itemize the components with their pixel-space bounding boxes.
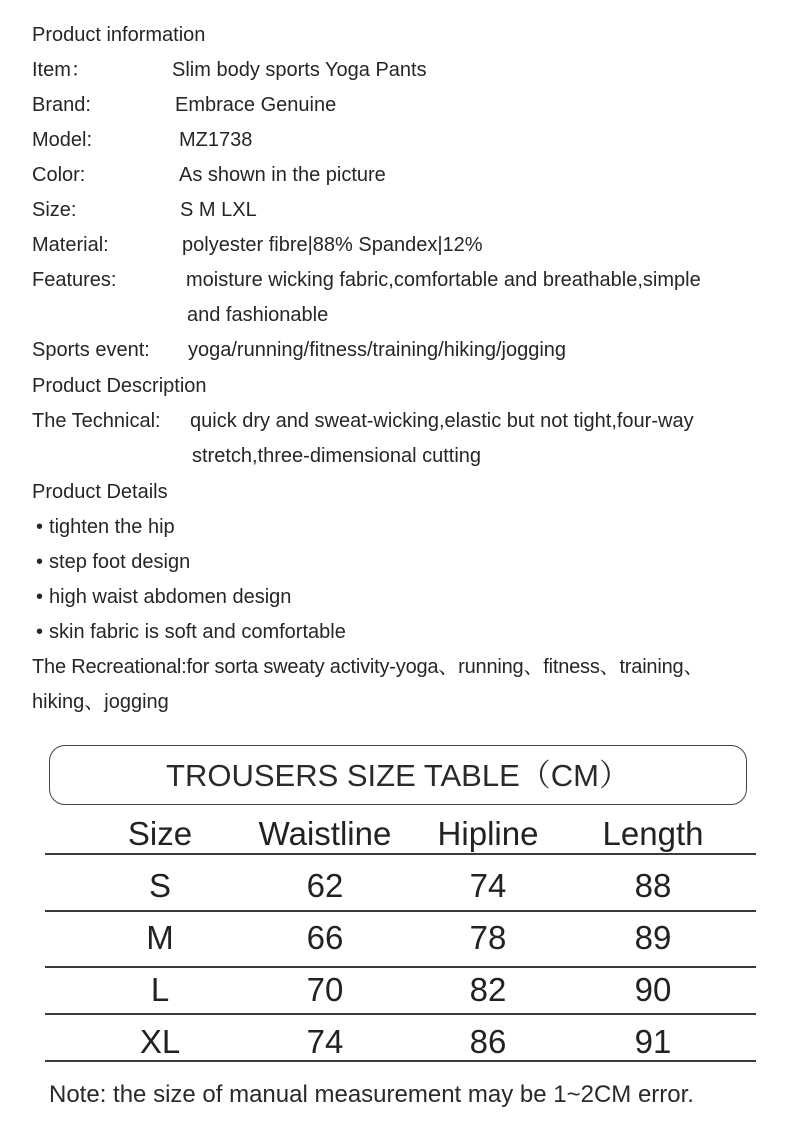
table-cell-hipline: 78 [469, 919, 507, 956]
bullet-icon: • [36, 621, 44, 643]
table-cell-length: 89 [634, 919, 672, 956]
model-value: MZ1738 [179, 129, 253, 151]
table-cell-length: 91 [634, 1023, 672, 1060]
table-divider [45, 853, 756, 855]
features-value-continued: and fashionable [187, 304, 329, 326]
detail-bullet-item [36, 515, 175, 539]
technical-value-continued: stretch,three-dimensional cutting [192, 445, 482, 467]
table-cell-waistline: 62 [306, 867, 344, 904]
size-table-title-box [49, 745, 747, 805]
item-value: Slim body sports Yoga Pants [172, 59, 427, 81]
table-cell-waistline: 74 [306, 1023, 344, 1060]
material-value: polyester fibre|88% Spandex|12% [182, 234, 483, 256]
table-cell-length: 90 [634, 971, 672, 1008]
material-label: Material: [32, 234, 109, 256]
recreational-line-continued: hiking、jogging [32, 691, 169, 713]
column-header-length: Length [602, 815, 704, 852]
table-cell-hipline: 86 [469, 1023, 507, 1060]
table-divider [45, 966, 756, 968]
size-table-title: TROUSERS SIZE TABLE（CM） [166, 758, 630, 793]
model-label: Model: [32, 129, 93, 151]
features-label: Features: [32, 269, 117, 291]
sports-event-label: Sports event: [32, 339, 150, 361]
product-information-heading: Product information [32, 24, 206, 46]
sports-event-value: yoga/running/fitness/training/hiking/jogging [188, 339, 567, 361]
table-divider [45, 910, 756, 912]
column-header-size: Size [127, 815, 193, 852]
detail-bullet-text: skin fabric is soft and comfortable [49, 621, 346, 643]
table-cell-length: 88 [634, 867, 672, 904]
bullet-icon: • [36, 586, 44, 608]
detail-bullet-item [36, 550, 190, 574]
product-details-heading: Product Details [32, 481, 168, 503]
technical-value: quick dry and sweat-wicking,elastic but not tight,four-way [190, 410, 694, 432]
table-cell-size: S [148, 867, 172, 904]
column-header-hipline: Hipline [437, 815, 539, 852]
table-divider [45, 1013, 756, 1015]
brand-value: Embrace Genuine [175, 94, 337, 116]
detail-bullet-text: tighten the hip [49, 516, 175, 538]
brand-label: Brand: [32, 94, 91, 116]
table-cell-waistline: 66 [306, 919, 344, 956]
technical-label: The Technical: [32, 410, 161, 432]
detail-bullet-item [36, 620, 346, 644]
bullet-icon: • [36, 516, 44, 538]
detail-bullet-text: high waist abdomen design [49, 586, 292, 608]
detail-bullet-text: step foot design [49, 551, 191, 573]
detail-bullet-item [36, 585, 291, 609]
table-cell-size: L [150, 971, 170, 1008]
item-label: Item： [32, 59, 91, 81]
features-value: moisture wicking fabric,comfortable and breathable,simple [186, 269, 701, 291]
table-cell-size: XL [139, 1023, 181, 1060]
size-value: S M LXL [180, 199, 257, 221]
bullet-icon: • [36, 551, 44, 573]
table-cell-size: M [146, 919, 174, 956]
color-value: As shown in the picture [179, 164, 386, 186]
product-description-heading: Product Description [32, 375, 207, 397]
table-divider [45, 1060, 756, 1062]
table-cell-hipline: 74 [469, 867, 507, 904]
table-cell-waistline: 70 [306, 971, 344, 1008]
table-cell-hipline: 82 [469, 971, 507, 1008]
size-label: Size: [32, 199, 77, 221]
color-label: Color: [32, 164, 86, 186]
column-header-waistline: Waistline [258, 815, 392, 852]
recreational-line: The Recreational:for sorta sweaty activity-yoga、running、fitness、training、 [32, 656, 704, 678]
measurement-note: Note: the size of manual measurement may be 1~2CM error. [49, 1081, 694, 1108]
